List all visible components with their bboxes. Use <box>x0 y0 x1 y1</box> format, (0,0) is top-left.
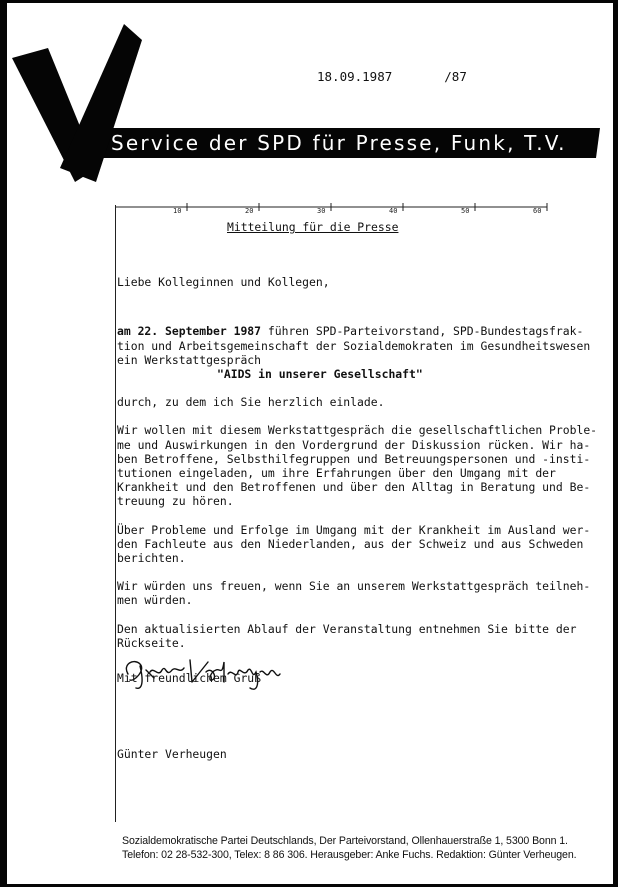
signer-name: Günter Verheugen <box>117 747 227 762</box>
ruler-tick-40: 40 <box>389 207 398 214</box>
spd-service-logo <box>0 0 618 200</box>
closing: Mit freundlichem Gruß <box>117 671 262 686</box>
letter-date: 18.09.1987 <box>317 69 393 84</box>
participation-line-2: men würden. <box>117 593 193 608</box>
goals-line-5: Krankheit und den Betroffenen und über den Alltag in Beratung und Be- <box>117 480 591 495</box>
salutation: Liebe Kolleginnen und Kollegen, <box>117 275 330 290</box>
ruler-tick-50: 50 <box>461 207 470 214</box>
event-date: am 22. September 1987 <box>117 324 262 339</box>
invitation-line: durch, zu dem ich Sie herzlich einlade. <box>117 395 385 410</box>
service-banner-text: Service der SPD für Presse, Funk, T.V. <box>111 131 567 155</box>
abroad-line-2: den Fachleute aus den Niederlanden, aus der Schweiz und aus Schweden <box>117 536 584 551</box>
event-title: "AIDS in unserer Gesellschaft" <box>217 367 423 382</box>
letterhead-footer <box>122 835 592 862</box>
footer-contact: Telefon: 02 28-532-300, Telex: 8 86 306. Herausgeber: Anke Fuchs. Redaktion: Günter Verheugen. <box>122 848 577 861</box>
press-release-heading: Mitteilung für die Presse <box>227 220 399 234</box>
typewriter-ruler <box>115 200 550 214</box>
abroad-line-1: Über Probleme und Erfolge im Umgang mit der Krankheit im Ausland wer- <box>117 522 591 537</box>
footer-address: Sozialdemokratische Partei Deutschlands, Der Parteivorstand, Ollenhauerstraße 1, 5300 Bonn 1. <box>122 835 568 847</box>
intro-line-2: tion und Arbeitsgemeinschaft der Sozialdemokraten im Gesundheitswesen <box>117 338 591 353</box>
participation-line-1: Wir würden uns freuen, wenn Sie an unserem Werkstattgespräch teilneh- <box>117 579 591 594</box>
intro-line-1 <box>117 324 584 339</box>
goals-line-3: ben Betroffene, Selbsthilfegruppen und Betreuungspersonen und -insti- <box>117 451 591 466</box>
ruler-tick-10: 10 <box>173 207 182 214</box>
ruler-tick-60: 60 <box>533 207 542 214</box>
goals-line-1: Wir wollen mit diesem Werkstattgespräch die gesellschaftlichen Proble- <box>117 423 598 438</box>
date-line <box>317 69 467 84</box>
ruler-tick-30: 30 <box>317 207 326 214</box>
goals-line-6: treuung zu hören. <box>117 494 234 509</box>
reference-number: /87 <box>444 69 467 84</box>
margin-line <box>115 205 116 822</box>
abroad-line-3: berichten. <box>117 551 186 566</box>
schedule-line-1: Den aktualisierten Ablauf der Veranstaltung entnehmen Sie bitte der <box>117 621 577 636</box>
intro-line-1-rest: führen SPD-Parteivorstand, SPD-Bundestagsfrak- <box>261 324 584 339</box>
schedule-line-2: Rückseite. <box>117 635 186 650</box>
intro-line-3: ein Werkstattgespräch <box>117 352 262 367</box>
ruler-tick-20: 20 <box>245 207 254 214</box>
goals-line-4: tutionen eingeladen, um ihre Erfahrungen über den Umgang mit der <box>117 466 556 481</box>
handwritten-signature <box>120 652 290 692</box>
goals-line-2: me und Auswirkungen in den Vordergrund der Diskussion rücken. Wir ha- <box>117 437 591 452</box>
